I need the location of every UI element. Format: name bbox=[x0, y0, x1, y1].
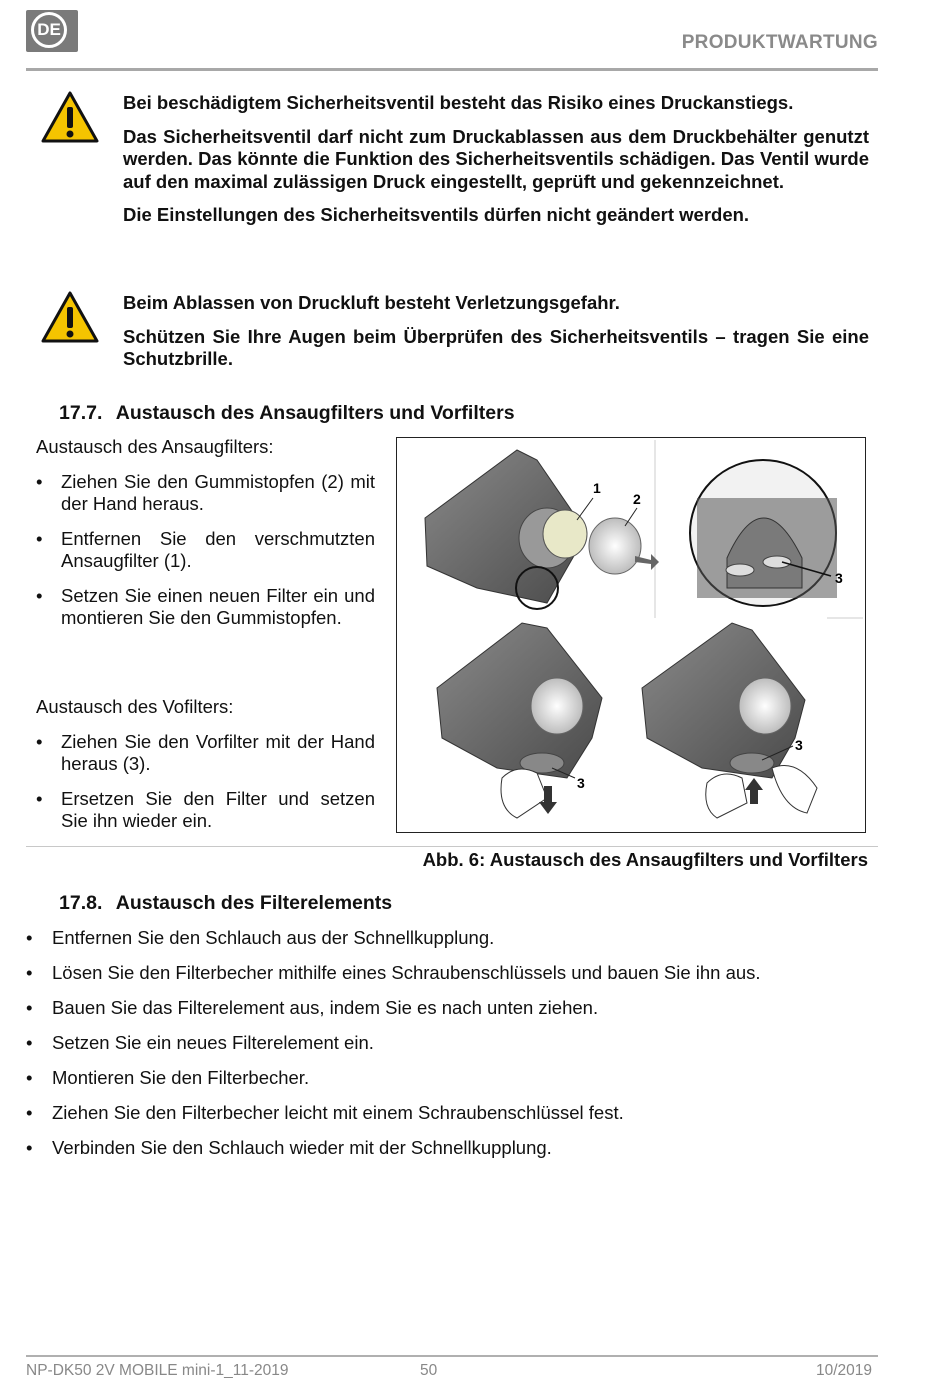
list-item: • Montieren Sie den Filterbecher. bbox=[26, 1067, 876, 1090]
figure-filter-replacement bbox=[396, 437, 866, 833]
list-item: • Entfernen Sie den verschmutzten Ansaugfilter (1). bbox=[36, 528, 375, 573]
figure-label: 3 bbox=[577, 775, 585, 791]
warning-paragraph: Bei beschädigtem Sicherheitsventil besteht das Risiko eines Druckanstiegs. bbox=[123, 92, 794, 113]
filter-element-instructions bbox=[26, 927, 876, 1172]
language-code: DE bbox=[31, 12, 67, 48]
intake-filter-instructions bbox=[36, 436, 375, 642]
zoom-detail bbox=[690, 460, 843, 606]
list-item: • Ersetzen Sie den Filter und setzen Sie ihn wieder ein. bbox=[36, 788, 375, 833]
warning-paragraph: Beim Ablassen von Druckluft besteht Verletzungsgefahr. bbox=[123, 292, 620, 313]
section-title: Austausch des Filterelements bbox=[115, 892, 393, 914]
housing-top-left bbox=[425, 450, 659, 609]
figure-divider bbox=[26, 846, 878, 847]
subsection-title: Austausch des Vofilters: bbox=[36, 696, 234, 717]
figure-label: 1 bbox=[593, 480, 601, 496]
housing-bottom-left bbox=[437, 623, 602, 818]
language-badge bbox=[26, 10, 78, 52]
warning-block-1 bbox=[123, 92, 869, 238]
list-item: • Setzen Sie ein neues Filterelement ein. bbox=[26, 1032, 876, 1055]
subsection-title: Austausch des Ansaugfilters: bbox=[36, 436, 274, 457]
list-item: • Setzen Sie einen neuen Filter ein und montieren Sie den Gummistopfen. bbox=[36, 585, 375, 630]
section-title: Austausch des Ansaugfilters und Vorfilters bbox=[115, 402, 515, 424]
figure-label: 3 bbox=[835, 570, 843, 586]
header-title: PRODUKTWARTUNG bbox=[681, 32, 878, 53]
prefilter-instructions bbox=[36, 696, 375, 845]
list-item: • Ziehen Sie den Vorfilter mit der Hand heraus (3). bbox=[36, 731, 375, 776]
section-heading-17-8 bbox=[59, 892, 392, 915]
warning-block-2 bbox=[123, 292, 869, 382]
list-item: • Ziehen Sie den Gummistopfen (2) mit der Hand heraus. bbox=[36, 471, 375, 516]
list-item: • Ziehen Sie den Filterbecher leicht mit einem Schraubenschlüssel fest. bbox=[26, 1102, 876, 1125]
footer-divider bbox=[26, 1355, 878, 1357]
section-number: 17.8. bbox=[59, 892, 103, 914]
list-item: • Verbinden Sie den Schlauch wieder mit der Schnellkupplung. bbox=[26, 1137, 876, 1160]
page-number: 50 bbox=[420, 1362, 438, 1379]
warning-paragraph: Schützen Sie Ihre Augen beim Überprüfen des Sicherheitsventils – tragen Sie eine Schutzbrille. bbox=[123, 325, 869, 369]
filter-replacement-illustration bbox=[397, 438, 864, 831]
warning-triangle-icon bbox=[40, 290, 100, 344]
footer-date: 10/2019 bbox=[815, 1362, 872, 1379]
warning-triangle-icon bbox=[40, 90, 100, 144]
figure-label: 2 bbox=[633, 491, 641, 507]
list-item: • Bauen Sie das Filterelement aus, indem Sie es nach unten ziehen. bbox=[26, 997, 876, 1020]
figure-caption: Abb. 6: Austausch des Ansaugfilters und Vorfilters bbox=[422, 849, 868, 870]
housing-bottom-right bbox=[642, 623, 817, 818]
section-number: 17.7. bbox=[59, 402, 103, 424]
header-divider bbox=[26, 68, 878, 71]
section-heading-17-7 bbox=[59, 402, 515, 425]
list-item: • Entfernen Sie den Schlauch aus der Schnellkupplung. bbox=[26, 927, 876, 950]
warning-paragraph: Das Sicherheitsventil darf nicht zum Druckablassen aus dem Druckbehälter genutzt werden. Das könnte die Funktion des Sicherheitsventils schädigen. Das Ventil wurde auf den maximal zulässigen Druck eingestellt, geprüft und gekennzeichnet. bbox=[123, 125, 869, 192]
figure-label: 3 bbox=[795, 737, 803, 753]
footer-doc-id: NP-DK50 2V MOBILE mini-1_11-2019 bbox=[26, 1362, 289, 1379]
warning-paragraph: Die Einstellungen des Sicherheitsventils dürfen nicht geändert werden. bbox=[123, 204, 750, 225]
list-item: • Lösen Sie den Filterbecher mithilfe eines Schraubenschlüssels und bauen Sie ihn aus. bbox=[26, 962, 876, 985]
